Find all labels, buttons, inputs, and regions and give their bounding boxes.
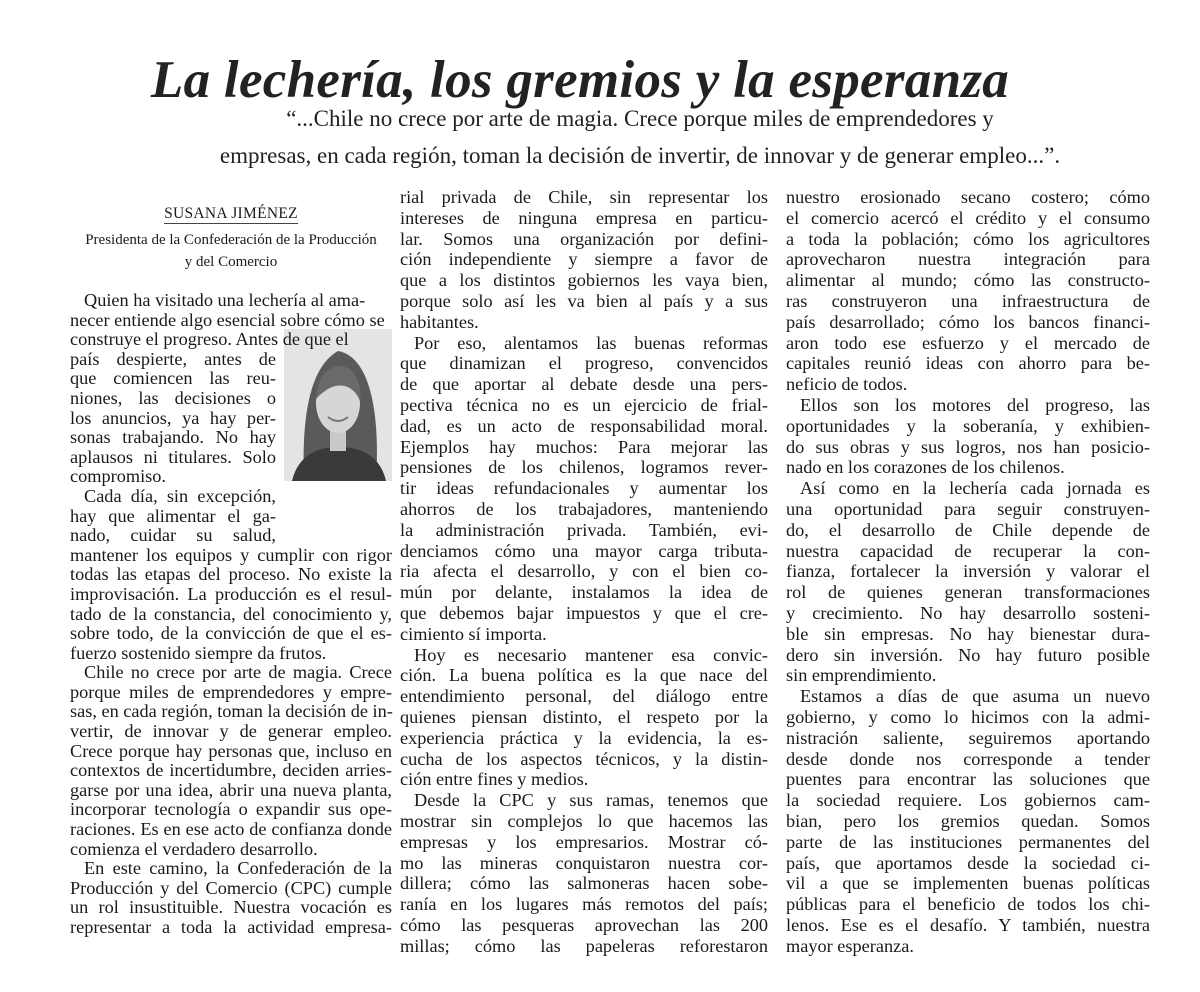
article-paragraph [70,859,392,937]
article-column-1 [70,291,392,938]
text-line: un rol insustituible. Nuestra vocación es [70,897,392,918]
text-line: aplausos ni titulares. Solo [70,446,276,467]
text-line: Ejemplos hay muchos: Para mejorar las [400,436,768,457]
text-line: país desarrollado; cómo los bancos financi- [786,311,1150,332]
text-line: país, que aportamos desde la sociedad ci- [786,852,1150,873]
text-line: entendimiento personal, del diálogo entre [400,686,768,707]
text-line: sobre todo, de la convicción de que el es- [70,623,392,644]
text-line: ción entre fines y medios. [400,769,589,790]
text-line: nistración saliente, seguiremos aportando [786,727,1150,748]
text-line: representar a toda la actividad empresa- [70,917,392,937]
text-line: alimentar al mundo; cómo las constructo- [786,270,1150,291]
text-line: nuestra capacidad de recuperar la con- [786,540,1150,561]
text-line: pectiva técnica no es un ejercicio de frial- [400,394,768,415]
text-line: dad, es un acto de responsabilidad moral. [400,415,768,436]
text-line: lenos. Ese es el desafío. Y también, nuestra [786,914,1150,935]
text-line: Desde la CPC y sus ramas, tenemos que [414,790,768,811]
portrait-image [284,329,392,481]
text-line: y crecimiento. No hay desarrollo sosteni- [786,602,1150,623]
text-line: parte de las instituciones permanentes del [786,831,1150,852]
text-line: sas, en cada región, toman la decisión de in- [70,701,393,722]
text-line: públicas para el beneficio de todos los chi- [786,894,1150,915]
text-line: Por eso, alentamos las buenas reformas [414,332,768,353]
author-photo [284,329,392,534]
text-line: capitales reunió ideas con ahorro para be- [786,353,1150,374]
text-line: el comercio acercó el crédito y el consumo [786,207,1150,228]
text-line: rol de quienes generan transformaciones [786,582,1150,603]
text-line: desde donde nos corresponde a tender [786,748,1150,769]
text-line: porque solo así les va bien al país y a sus [400,290,768,311]
text-line: denciamos cómo una mayor carga tributa- [400,540,768,561]
text-line: vertir, de innovar y de generar empleo. [70,721,392,742]
text-line: nado en los corazones de los chilenos. [786,457,1065,478]
text-line: aprovecharon nuestra integración para [786,249,1150,270]
text-line: improvisación. La producción es el resul- [70,583,392,604]
pull-quote-line: “...Chile no crece por arte de magia. Crece porque miles de emprendedores y [286,106,994,131]
text-line: aron todo ese esfuerzo y el mercado de [786,332,1150,353]
text-line: empresas y los empresarios. Mostrar có- [400,831,768,852]
text-line: que dinamizan el progreso, convencidos [400,353,768,374]
text-line: ción. La buena política es la que nace del [400,665,768,686]
text-line: intereses de ninguna empresa en particu- [400,207,768,228]
text-line: fianza, fortalecer la inversión y valorar el [786,561,1150,582]
text-line: que comiencen las reu- [70,368,276,389]
text-line: sin emprendimiento. [786,665,937,686]
text-line: nado, cuidar su salud, [70,525,276,546]
text-line: sonas trabajando. No hay [70,427,276,448]
text-line: niones, las decisiones o [70,387,276,408]
text-line: tado de la constancia, del conocimiento y, [70,603,392,624]
text-line: mantener los equipos y cumplir con rigor [70,544,392,565]
text-line: contextos de incertidumbre, deciden arries- [70,760,392,781]
text-line: que a los distintos gobiernos les vaya bien, [400,270,768,291]
text-line: compromiso. [70,466,166,487]
text-line: necer entiende algo esencial sobre cómo se [70,309,385,330]
text-line: vil a que se implementen buenas políticas [786,873,1150,894]
article-paragraph [400,645,768,791]
author-role-line: y del Comercio [184,254,278,270]
text-line: cucha de los aspectos técnicos, y la distin- [400,748,768,769]
text-line: habitantes. [400,311,479,332]
text-line: raciones. Es en ese acto de confianza donde [70,819,392,840]
text-line: Cada día, sin excepción, [84,485,276,506]
author-name: SUSANA JIMÉNEZ [164,205,298,222]
text-line: Estamos a días de que asuma un nuevo [800,686,1150,707]
article-paragraph [786,686,1150,956]
text-line: do, el desarrollo de Chile depende de [786,519,1150,540]
text-line: la sociedad requiere. Los gobiernos cam- [786,790,1150,811]
text-line: Ellos son los motores del progreso, las [800,394,1150,415]
text-line: mostrar sin complejos lo que hacemos las [400,810,768,831]
text-line: oportunidades y la soberanía, y exhibien- [786,415,1150,436]
text-line: En este camino, la Confederación de la [84,858,392,879]
text-line: comienza el verdadero desarrollo. [70,838,318,859]
article-column-2 [400,187,768,956]
text-line: de que aportar al debate desde una pers- [400,374,768,395]
text-line: una oportunidad para seguir construyen- [786,498,1150,519]
text-line: hay que alimentar el ga- [70,505,276,526]
text-line: cimiento sí importa. [400,623,547,644]
text-line: Quien ha visitado una lechería al ama- [84,290,366,310]
text-line: garse por una idea, abrir una nueva planta, [70,779,392,800]
text-line: Chile no crece por arte de magia. Crece [84,662,392,683]
text-line: ción independiente y siempre a favor de [400,249,768,270]
text-line: Así como en la lechería cada jornada es [800,478,1150,499]
text-line: neficio de todos. [786,374,908,395]
text-line: construye el progreso. Antes de que el [70,329,349,350]
text-line: la administración privada. También, evi- [400,519,768,540]
text-line: do sus obras y sus logros, nos han posicio- [786,436,1150,457]
text-line: todas las etapas del proceso. No existe la [70,564,392,585]
text-line: fuerzo sostenido siempre da frutos. [70,642,327,663]
text-line: Hoy es necesario mantener esa convic- [414,644,768,665]
text-line: ble sin empresas. No hay bienestar dura- [786,623,1150,644]
author-role [70,229,392,273]
text-line: Crece porque hay personas que, incluso en [70,740,392,761]
article-paragraph [786,478,1150,686]
text-line: incorporar tecnología o expandir sus ope- [70,799,392,820]
text-line: pensiones de los chilenos, logramos rever- [400,457,768,478]
text-line: ras construyeron una infraestructura de [786,290,1150,311]
text-line: a toda la población; cómo los agricultores [786,228,1150,249]
text-line: tir ideas refundacionales y aumentar los [400,478,768,499]
text-line: millas; cómo las papeleras reforestaron [400,935,768,956]
text-line: país despierte, antes de [70,348,276,369]
text-line: Producción y del Comercio (CPC) cumple [70,877,392,898]
text-line: mún por delante, instalamos la idea de [400,582,768,603]
text-line: porque miles de emprendedores y empre- [70,681,392,702]
text-line: ranía en los lugares más remotos del país; [400,894,768,915]
article-paragraph [400,187,768,333]
text-line: los anuncios, ya hay per- [70,407,276,428]
text-line: quienes piensan distinto, el respeto por la [400,706,768,727]
text-line: lar. Somos una organización por defini- [400,228,768,249]
article-paragraph [786,395,1150,478]
pull-quote [100,100,1180,174]
text-line: dillera; cómo las salmoneras hacen sobe- [400,873,768,894]
text-line: mo las mineras conquistaron nuestra cor- [400,852,768,873]
article-title: La lechería, los gremios y la esperanza [150,50,1010,109]
text-line: nuestro erosionado secano costero; cómo [786,187,1150,207]
byline [70,205,392,273]
author-role-line: Presidenta de la Confederación de la Producción [85,232,377,248]
text-line: que debemos bajar impuestos y que el cre- [400,602,768,623]
text-line: experiencia práctica y la evidencia, la es- [400,727,768,748]
pull-quote-line: empresas, en cada región, toman la decisión de invertir, de innovar y de generar empleo...”. [219,143,1061,168]
text-line: cómo las pesqueras aprovechan las 200 [400,914,768,935]
text-line: ahorros de los trabajadores, manteniendo [400,498,768,519]
article-paragraph [786,187,1150,395]
text-line: puentes para encontrar las soluciones que [786,769,1150,790]
text-line: dero sin inversión. No hay futuro posible [786,644,1150,665]
text-line: bian, pero los gremios quedan. Somos [786,810,1150,831]
article-column-3 [786,187,1150,956]
article-paragraph [400,333,768,645]
text-line: gobierno, y como lo hicimos con la admi- [786,706,1150,727]
article-paragraph [400,790,768,956]
text-line: rial privada de Chile, sin representar los [400,187,768,207]
article-paragraph [70,663,392,859]
text-line: mayor esperanza. [786,935,914,956]
text-line: ria afecta el desarrollo, y con el bien co- [400,561,768,582]
